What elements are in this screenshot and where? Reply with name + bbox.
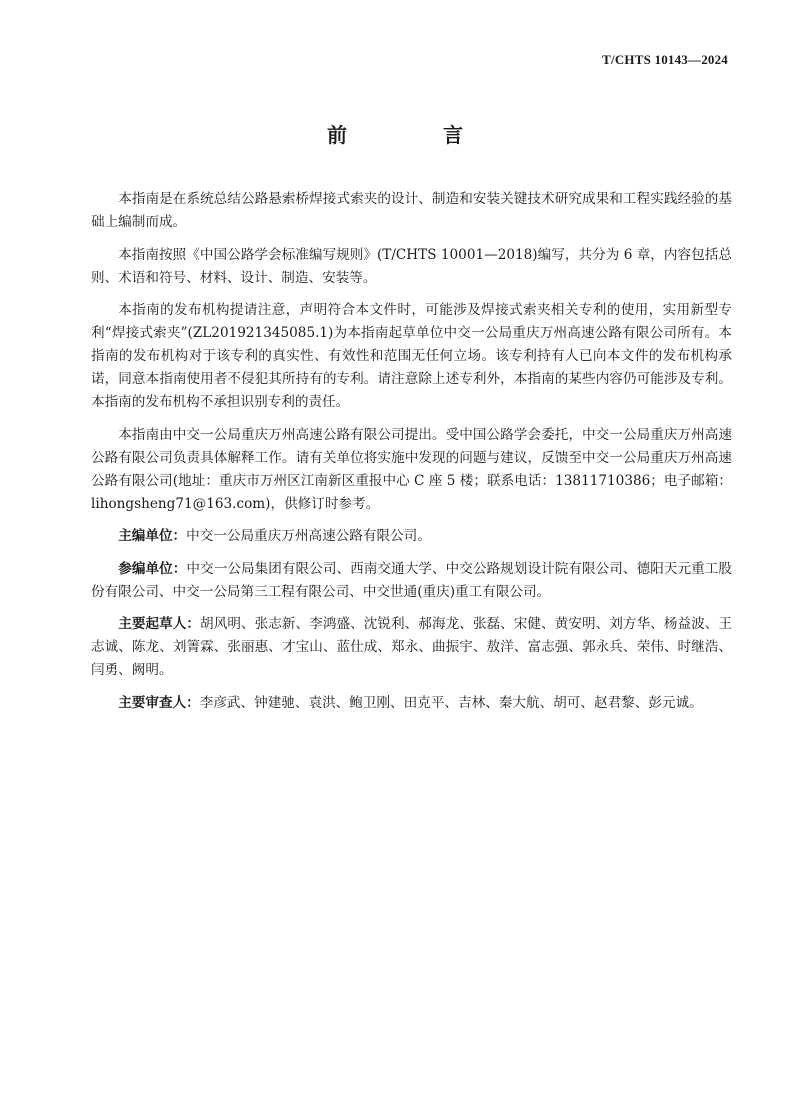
reviewers-value: 李彦武、钟建驰、袁洪、鲍卫刚、田克平、吉林、秦大航、胡可、赵君黎、彭元诚。 [199,694,703,711]
chief-editor-label: 主编单位： [118,528,187,544]
reviewers-label: 主要审查人： [118,694,200,711]
co-editor-label: 参编单位： [118,560,187,577]
paragraph-patent-notice: 本指南的发布机构提请注意，声明符合本文件时，可能涉及焊接式索夹相关专利的使用，实用新型专利“焊接式索夹”(ZL201921345085.1)为本指南起草单位中交一公局重庆万州高速公路有限公司所有。本指南的发布机构对于该专利的真实性、有效性和范围无任何立场。该专利持有人已向本文件的发布机构承诺，同意本指南使用者不侵犯其所持有的专利。请注意除上述专利外，本指南的某些内容仍可能涉及专利。本指南的发布机构不承担识别专利的责任。 [91,302,732,410]
document-body [91,188,732,724]
chief-editor-unit [91,525,732,548]
main-reviewers [91,692,732,715]
co-editor-units [91,558,732,604]
paragraph-intro: 本指南是在系统总结公路悬索桥焊接式索夹的设计、制造和安装关键技术研究成果和工程实践经验的基础上编制而成。 [91,191,732,230]
page-title: 前 言 [327,123,501,147]
main-drafters [91,613,732,682]
paragraph-proposer: 本指南由中交一公局重庆万州高速公路有限公司提出。受中国公路学会委托，中交一公局重庆万州高速公路有限公司负责具体解释工作。请有关单位将实施中发现的问题与建议，反馈至中交一公局重庆万州高速公路有限公司(地址：重庆市万州区江南新区重报中心 C 座 5 楼；联系电话：13811710386；电子邮箱：lihongsheng71@163.com)，供修订时参考。 [91,426,732,512]
drafters-label: 主要起草人： [118,616,201,632]
chief-editor-value: 中交一公局重庆万州高速公路有限公司。 [186,528,431,544]
co-editor-value: 中交一公局集团有限公司、西南交通大学、中交公路规划设计院有限公司、德阳天元重工股份有限公司、中交一公局第三工程有限公司、中交世通(重庆)重工有限公司。 [91,560,733,600]
drafters-value: 胡风明、张志新、李鸿盛、沈锐利、郝海龙、张磊、宋健、黄安明、刘方华、杨益波、王志诚、陈龙、刘箐霖、张丽惠、才宝山、蓝仕成、郑永、曲振宇、敖洋、富志强、郭永兵、荣伟、时继浩、闫勇、阙明。 [91,616,733,678]
document-code: T/CHTS 10143—2024 [602,52,728,67]
paragraph-structure: 本指南按照《中国公路学会标准编写规则》(T/CHTS 10001—2018)编写，共分为 6 章，内容包括总则、术语和符号、材料、设计、制造、安装等。 [91,246,732,286]
